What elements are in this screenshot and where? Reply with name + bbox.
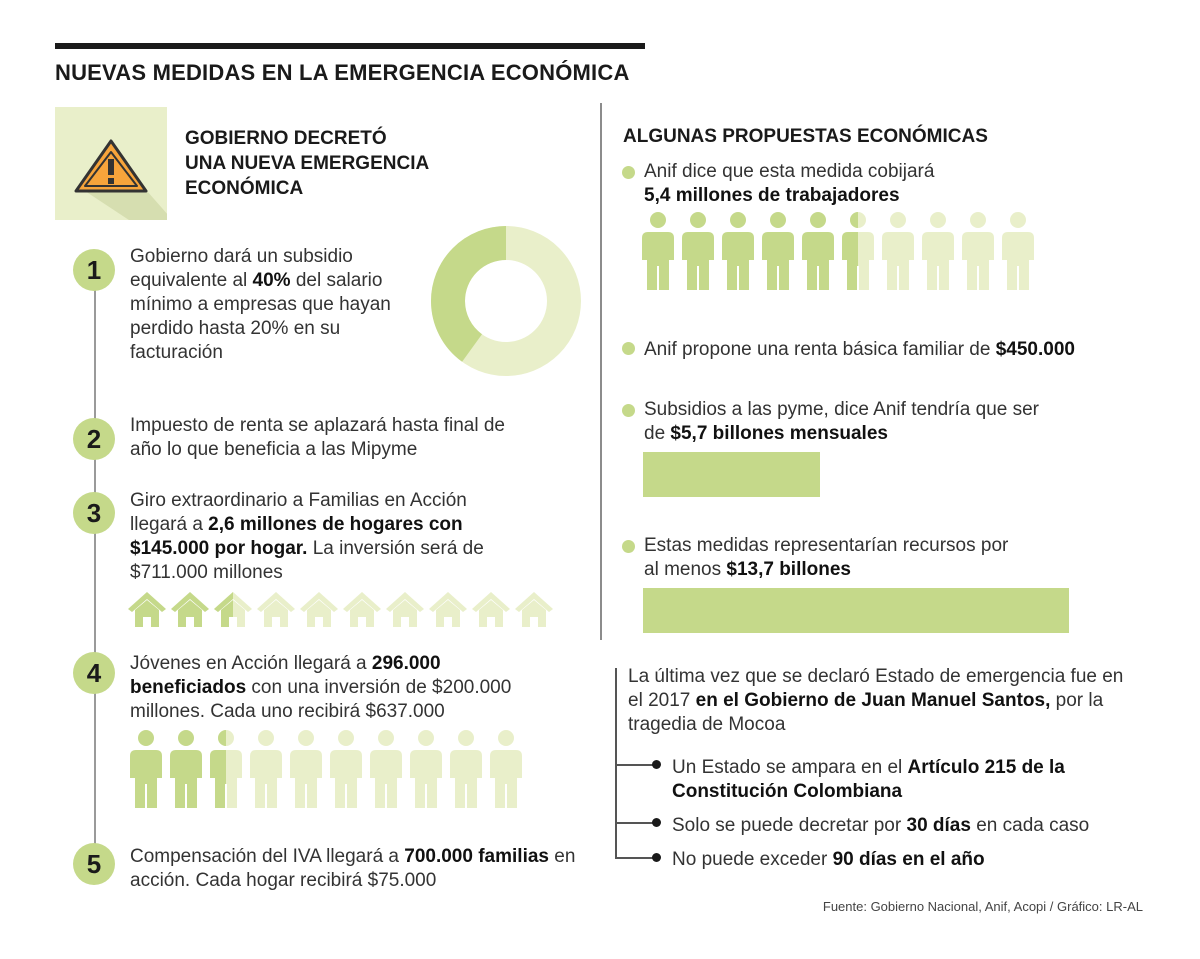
youth-pictogram <box>127 730 567 820</box>
bullet-icon <box>622 166 635 179</box>
person-icon <box>642 212 674 290</box>
pyme-value: $5,7 billones mensuales <box>670 423 888 444</box>
pyme-amount-bar <box>643 452 820 497</box>
person-icon <box>962 212 994 290</box>
step-text <box>130 489 510 585</box>
fact-bullet-icon <box>652 760 661 769</box>
step-number: 2 <box>73 418 115 460</box>
warning-box <box>55 107 167 220</box>
fact-bullet-icon <box>652 818 661 827</box>
step-number: 5 <box>73 843 115 885</box>
person-icon <box>722 212 754 290</box>
house-icon <box>429 592 467 627</box>
text-highlight: Artículo 215 de la Constitución Colombiana <box>672 757 1065 802</box>
house-icon <box>300 592 338 627</box>
house-icon <box>386 592 424 627</box>
text-part: en acción. Cada hogar recibirá $75.000 <box>130 846 576 891</box>
step-number: 4 <box>73 652 115 694</box>
subsidy-donut-chart <box>430 225 582 377</box>
text-part: Impuesto de renta se aplazará hasta final de año lo que beneficia a las Mipyme <box>130 415 505 460</box>
house-icon <box>257 592 295 627</box>
text-part: Giro extraordinario a Familias en Acción llegará a <box>130 490 467 535</box>
total-value: $13,7 billones <box>726 559 851 580</box>
households-pictogram <box>128 590 558 630</box>
total-text <box>644 534 1008 582</box>
person-icon <box>130 730 162 808</box>
text-part: Solo se puede decretar por <box>672 815 907 836</box>
left-header <box>185 126 429 201</box>
total-line: Estas medidas representarían recursos por <box>644 535 1009 556</box>
total-amount-bar <box>643 588 1069 633</box>
person-icon <box>922 212 954 290</box>
bracket-line <box>615 668 617 858</box>
person-icon <box>490 730 522 808</box>
fact-text <box>672 814 1089 838</box>
text-part: por la tragedia de Mocoa <box>628 690 1104 735</box>
house-icon <box>171 592 209 627</box>
bullet-icon <box>622 404 635 417</box>
person-icon <box>370 730 402 808</box>
right-header: ALGUNAS PROPUESTAS ECONÓMICAS <box>623 126 988 147</box>
renta-value: $450.000 <box>995 339 1075 360</box>
renta-label: Anif propone una renta básica familiar de <box>644 339 996 360</box>
text-part: Un Estado se ampara en el <box>672 757 908 778</box>
text-part: del salario mínimo a empresas que hayan perdido hasta 20% en su facturación <box>130 270 391 363</box>
fact-bullet-icon <box>652 853 661 862</box>
person-icon <box>250 730 282 808</box>
bullet-icon <box>622 540 635 553</box>
person-icon <box>882 212 914 290</box>
text-highlight: en el Gobierno de Juan Manuel Santos, <box>695 690 1051 711</box>
text-part: Gobierno dará un subsidio equivalente al <box>130 246 353 291</box>
text-highlight: 90 días en el año <box>832 849 985 870</box>
step-text <box>130 245 430 365</box>
person-icon <box>410 730 442 808</box>
text-part: con una inversión de $200.000 millones. Cada uno recibirá $637.000 <box>130 677 512 722</box>
history-text <box>628 665 1128 737</box>
text-highlight: 2,6 millones de hogares con $145.000 por hogar. <box>130 514 463 559</box>
total-pre: al menos <box>644 559 727 580</box>
fact-text <box>672 756 1152 804</box>
person-icon <box>170 730 202 808</box>
person-icon <box>802 212 834 290</box>
text-highlight: 40% <box>252 270 291 291</box>
warning-icon <box>55 107 167 220</box>
bracket-tick <box>615 764 655 766</box>
workers-line: Anif dice que esta medida cobijará <box>644 161 935 182</box>
pyme-text <box>644 398 1039 446</box>
step-text <box>130 845 590 893</box>
person-icon <box>450 730 482 808</box>
step-number: 1 <box>73 249 115 291</box>
timeline-line <box>94 250 96 870</box>
step-number: 3 <box>73 492 115 534</box>
workers-text <box>644 160 934 208</box>
left-header-line: UNA NUEVA EMERGENCIA <box>185 153 430 174</box>
column-divider <box>600 103 602 640</box>
pyme-pre: de <box>644 423 671 444</box>
bracket-tick <box>615 857 655 859</box>
bullet-icon <box>622 342 635 355</box>
text-part: La última vez que se declaró Estado de emergencia fue en el 2017 <box>628 666 1124 711</box>
person-icon <box>1002 212 1034 290</box>
workers-pictogram <box>637 210 1037 302</box>
text-part: Compensación del IVA llegará a <box>130 846 405 867</box>
page-title: NUEVAS MEDIDAS EN LA EMERGENCIA ECONÓMICA <box>55 60 630 85</box>
text-part: La inversión será de $711.000 millones <box>130 538 484 583</box>
house-icon <box>128 592 166 627</box>
step-text <box>130 652 560 724</box>
title-rule <box>55 43 645 49</box>
text-part: Jóvenes en Acción llegará a <box>130 653 372 674</box>
workers-value: 5,4 millones de trabajadores <box>644 185 900 206</box>
source-credit: Fuente: Gobierno Nacional, Anif, Acopi / Gráfico: LR-AL <box>822 899 1143 914</box>
step-text <box>130 414 530 462</box>
text-highlight: 700.000 familias <box>404 846 549 867</box>
pyme-line: Subsidios a las pyme, dice Anif tendría que ser <box>644 399 1040 420</box>
house-icon <box>343 592 381 627</box>
text-highlight: 296.000 beneficiados <box>130 653 441 698</box>
renta-text <box>644 338 1075 362</box>
text-part: en cada caso <box>970 815 1090 836</box>
fact-text <box>672 848 985 872</box>
text-part: No puede exceder <box>672 849 833 870</box>
person-icon <box>330 730 362 808</box>
person-icon <box>682 212 714 290</box>
left-header-line: ECONÓMICA <box>185 178 304 199</box>
text-highlight: 30 días <box>906 815 971 836</box>
person-icon <box>290 730 322 808</box>
left-header-line: GOBIERNO DECRETÓ <box>185 128 387 149</box>
house-icon <box>472 592 510 627</box>
person-icon <box>762 212 794 290</box>
bracket-tick <box>615 822 655 824</box>
house-icon <box>515 592 553 627</box>
